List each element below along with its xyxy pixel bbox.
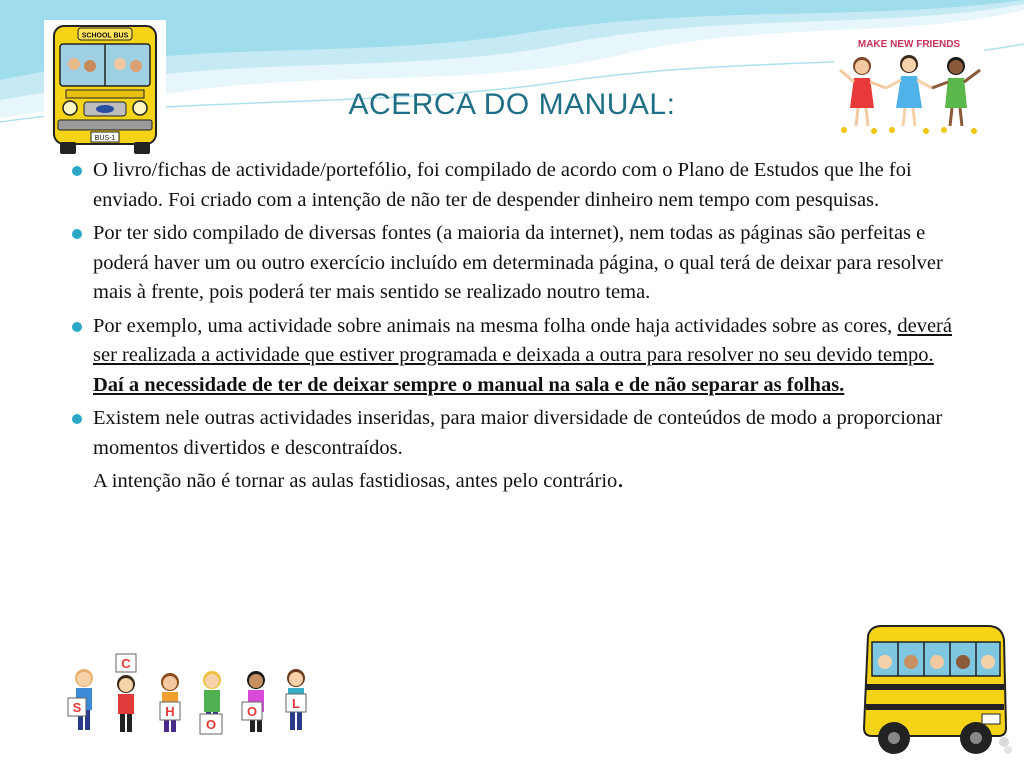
bullet-item (70, 404, 955, 463)
school-letter: C (121, 656, 131, 671)
slide-body (70, 156, 955, 497)
bullet-text: O livro/fichas de actividade/portefólio, foi compilado de acordo com o Plano de Estudos que lhe foi enviado. Foi criado com a intenção de não ter de despender dinheiro nem tempo com pesquisas. (93, 159, 912, 211)
continuation-text: A intenção não é tornar as aulas fastidiosas, antes pelo contrário (93, 470, 618, 492)
bullet-dot-icon (72, 414, 82, 424)
slide-title: ACERCA DO MANUAL: (348, 88, 676, 121)
school-letter: O (246, 704, 258, 719)
bullet-dot-icon (72, 322, 82, 332)
bullet-text-emphasis: Daí a necessidade de ter de deixar sempre o manual na sala e de não separar as folhas. (93, 373, 845, 396)
school-letter: S (72, 700, 82, 715)
bullet-dot-icon (72, 229, 82, 239)
bullet-text: Por ter sido compilado de diversas fontes (a maioria da internet), nem todas as páginas são perfeitas e poderá haver um ou outro exercício incluído em determinada página, o qual terá de deixar para resolver mais à frente, pois poderá ter mais sentido se realizado noutro tema. (93, 222, 943, 303)
bullet-dot-icon (72, 166, 82, 176)
school-bus-side-image (858, 620, 1012, 758)
school-letter: L (292, 696, 300, 711)
bus-sign-text: SCHOOL BUS (81, 32, 129, 40)
bullet-text-underlined: deverá ser realizada a actividade que estiver programada e deixada a outra para resolver no seu devido tempo. (93, 314, 952, 366)
continuation-period: . (617, 464, 624, 493)
bus-plate-text: BUS-1 (94, 135, 116, 142)
friends-caption: MAKE NEW FRIENDS (857, 39, 961, 50)
bullet-item (70, 156, 955, 215)
school-letter: O (205, 717, 217, 732)
bullet-item (70, 219, 955, 308)
school-letter: H (165, 704, 175, 719)
bullet-text: Existem nele outras actividades inseridas, para maior diversidade de conteúdos de modo a proporcionar momentos divertidos e descontraídos. (93, 407, 943, 459)
school-kids-letters-image (60, 648, 318, 740)
continuation-paragraph (70, 464, 955, 497)
bullet-text: Por exemplo, uma actividade sobre animais na mesma folha onde haja actividades sobre as cores, (93, 314, 898, 337)
bullet-item (70, 312, 955, 401)
